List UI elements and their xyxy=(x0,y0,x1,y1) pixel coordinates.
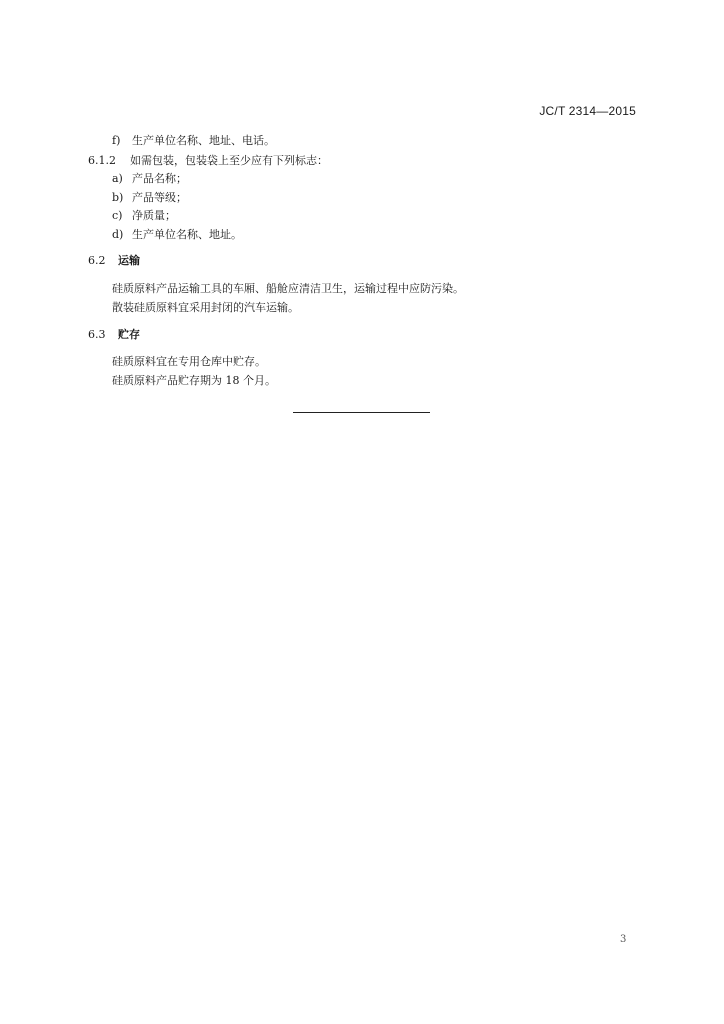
paragraph: 散装硅质原料宜采用封闭的汽车运输。 xyxy=(112,301,299,314)
section-heading-6-3 xyxy=(88,328,140,342)
list-item-a xyxy=(112,172,187,186)
list-marker: a) xyxy=(112,172,123,185)
list-marker: d) xyxy=(112,228,124,241)
section-title: 贮存 xyxy=(118,328,140,341)
clause-6-1-2 xyxy=(88,154,328,168)
section-title: 运输 xyxy=(118,254,140,267)
paragraph: 硅质原料产品运输工具的车厢、船舱应清洁卫生，运输过程中应防污染。 xyxy=(112,282,464,295)
page-number: 3 xyxy=(620,934,627,945)
list-text: 产品等级； xyxy=(132,191,187,204)
list-text: 产品名称； xyxy=(132,172,187,185)
list-item-d xyxy=(112,228,242,242)
paragraph: 硅质原料产品贮存期为 18 个月。 xyxy=(112,374,276,387)
section-number: 6.2 xyxy=(88,254,106,267)
list-text: 生产单位名称、地址、电话。 xyxy=(132,134,275,147)
section-number: 6.3 xyxy=(88,328,106,341)
list-text: 净质量； xyxy=(132,209,176,222)
list-item-b xyxy=(112,191,187,205)
list-text: 生产单位名称、地址。 xyxy=(132,228,242,241)
list-marker: c) xyxy=(112,209,123,222)
list-marker: b) xyxy=(112,191,124,204)
document-number: JC/T 2314—2015 xyxy=(539,104,636,118)
section-heading-6-2 xyxy=(88,254,140,268)
list-item-f xyxy=(112,134,275,148)
list-item-c xyxy=(112,209,176,223)
paragraph: 硅质原料宜在专用仓库中贮存。 xyxy=(112,355,266,368)
clause-number: 6.1.2 xyxy=(88,154,116,167)
clause-intro: 如需包装，包装袋上至少应有下列标志： xyxy=(130,154,328,167)
end-of-document-rule xyxy=(293,412,430,413)
list-marker: f) xyxy=(112,134,121,147)
